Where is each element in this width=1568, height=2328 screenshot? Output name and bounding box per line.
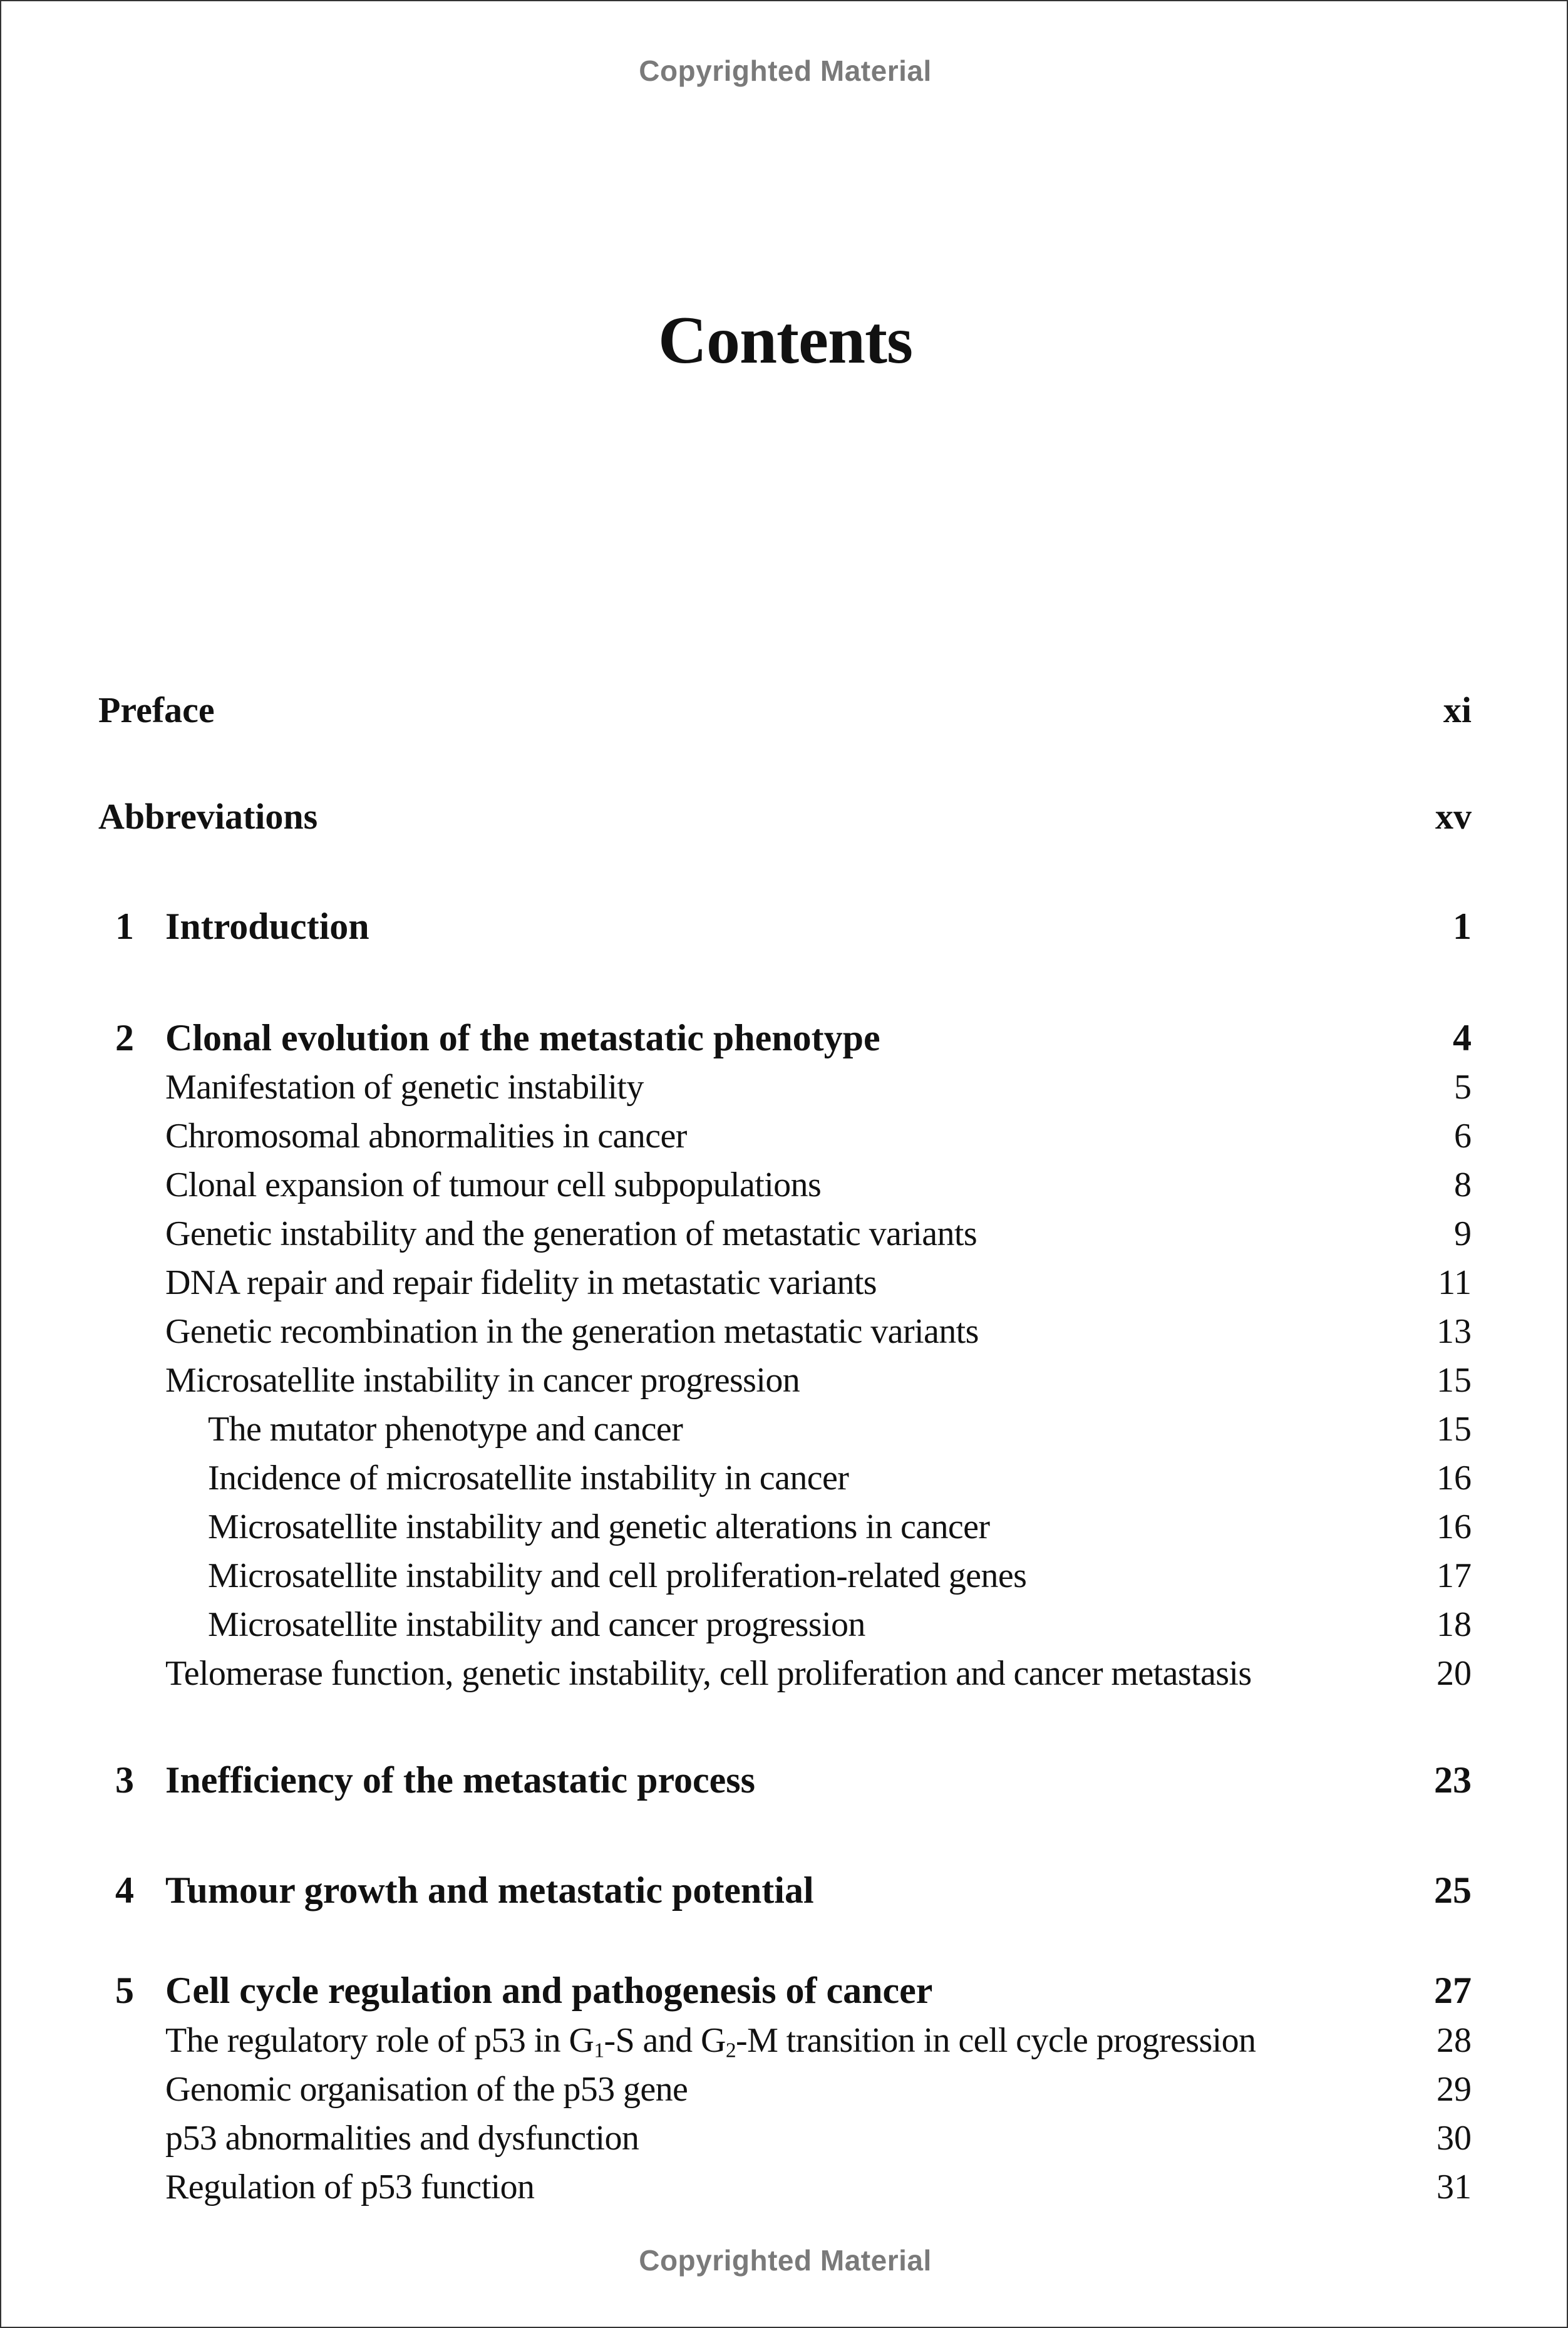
watermark-top: Copyrighted Material xyxy=(639,54,932,87)
section-page: 15 xyxy=(1436,1361,1472,1400)
chapter-title: Clonal evolution of the metastatic phenotype xyxy=(165,1017,880,1058)
toc-entry-preface[interactable] xyxy=(1,689,1568,733)
toc-section[interactable] xyxy=(1,1653,1568,1697)
subscript-1: 1 xyxy=(594,2039,604,2062)
chapter-page: 27 xyxy=(1434,1970,1472,2011)
section-title xyxy=(165,2020,1256,2061)
section-page: 9 xyxy=(1454,1214,1472,1253)
subsection-title: Incidence of microsatellite instability in cancer xyxy=(208,1459,849,1498)
toc-chapter-5[interactable] xyxy=(1,1969,1568,2013)
section-title: Genetic instability and the generation of metastatic variants xyxy=(165,1214,977,1253)
toc-chapter-4[interactable] xyxy=(1,1869,1568,1913)
watermark-bottom: Copyrighted Material xyxy=(639,2244,932,2277)
section-title: Regulation of p53 function xyxy=(165,2168,535,2206)
subsection-page: 18 xyxy=(1436,1605,1472,1644)
subsection-title: Microsatellite instability and genetic alterations in cancer xyxy=(208,1508,990,1546)
section-page: 13 xyxy=(1436,1312,1472,1351)
subsection-page: 16 xyxy=(1436,1508,1472,1546)
section-title: Genomic organisation of the p53 gene xyxy=(165,2070,688,2109)
toc-entry-label: Abbreviations xyxy=(98,796,318,837)
toc-section[interactable] xyxy=(1,1165,1568,1209)
section-title: Telomerase function, genetic instability, cell proliferation and cancer metastasis xyxy=(165,1654,1252,1693)
toc-subsection[interactable] xyxy=(1,1507,1568,1551)
section-page: 8 xyxy=(1454,1166,1472,1204)
section-title-part: -M transition in cell cycle progression xyxy=(736,2021,1256,2060)
page-title: Contents xyxy=(658,303,913,378)
chapter-title: Inefficiency of the metastatic process xyxy=(165,1759,755,1801)
subsection-page: 16 xyxy=(1436,1459,1472,1498)
chapter-page: 1 xyxy=(1453,906,1472,947)
chapter-page: 4 xyxy=(1453,1017,1472,1058)
toc-subsection[interactable] xyxy=(1,1409,1568,1453)
toc-entry-page: xi xyxy=(1443,690,1472,730)
toc-entry-abbreviations[interactable] xyxy=(1,795,1568,839)
section-page: 31 xyxy=(1436,2168,1472,2206)
toc-entry-label: Preface xyxy=(98,690,215,730)
toc-section[interactable] xyxy=(1,2069,1568,2113)
toc-subsection[interactable] xyxy=(1,1605,1568,1648)
toc-chapter-1[interactable] xyxy=(1,905,1568,949)
toc-section[interactable] xyxy=(1,1067,1568,1111)
toc-section[interactable] xyxy=(1,1311,1568,1355)
section-title: Clonal expansion of tumour cell subpopulations xyxy=(165,1166,822,1204)
toc-subsection[interactable] xyxy=(1,1556,1568,1600)
section-title: Manifestation of genetic instability xyxy=(165,1068,644,1107)
toc-section[interactable] xyxy=(1,1360,1568,1404)
section-page: 11 xyxy=(1438,1263,1472,1302)
section-title: Microsatellite instability in cancer progression xyxy=(165,1361,800,1400)
subsection-title: Microsatellite instability and cancer progression xyxy=(208,1605,865,1644)
section-title-part: -S and G xyxy=(604,2021,726,2060)
section-page: 28 xyxy=(1436,2021,1472,2060)
subsection-page: 17 xyxy=(1436,1556,1472,1595)
subsection-page: 15 xyxy=(1436,1410,1472,1449)
chapter-title: Tumour growth and metastatic potential xyxy=(165,1870,814,1911)
chapter-number: 5 xyxy=(115,1970,134,2011)
subsection-title: The mutator phenotype and cancer xyxy=(208,1410,683,1449)
toc-section[interactable] xyxy=(1,2118,1568,2162)
chapter-page: 23 xyxy=(1434,1759,1472,1801)
toc-section[interactable] xyxy=(1,1214,1568,1258)
toc-subsection[interactable] xyxy=(1,1458,1568,1502)
chapter-title: Introduction xyxy=(165,906,369,947)
toc-chapter-2[interactable] xyxy=(1,1017,1568,1060)
toc-section[interactable] xyxy=(1,1116,1568,1160)
chapter-number: 2 xyxy=(115,1017,134,1058)
subscript-2: 2 xyxy=(725,2039,736,2062)
section-page: 30 xyxy=(1436,2119,1472,2158)
section-title: p53 abnormalities and dysfunction xyxy=(165,2119,639,2158)
toc-section[interactable] xyxy=(1,1263,1568,1306)
toc-section[interactable] xyxy=(1,2167,1568,2211)
chapter-number: 1 xyxy=(115,906,134,947)
toc-entry-page: xv xyxy=(1435,796,1472,837)
section-page: 20 xyxy=(1436,1654,1472,1693)
section-page: 6 xyxy=(1454,1117,1472,1156)
section-page: 29 xyxy=(1436,2070,1472,2109)
toc-section[interactable] xyxy=(1,2020,1568,2064)
chapter-number: 4 xyxy=(115,1870,134,1911)
chapter-page: 25 xyxy=(1434,1870,1472,1911)
toc-chapter-3[interactable] xyxy=(1,1759,1568,1803)
section-title: DNA repair and repair fidelity in metastatic variants xyxy=(165,1263,877,1302)
section-title-part: The regulatory role of p53 in G xyxy=(165,2021,594,2060)
section-title: Chromosomal abnormalities in cancer xyxy=(165,1117,687,1156)
chapter-number: 3 xyxy=(115,1759,134,1801)
subsection-title: Microsatellite instability and cell proliferation-related genes xyxy=(208,1556,1027,1595)
chapter-title: Cell cycle regulation and pathogenesis of cancer xyxy=(165,1970,933,2011)
section-title: Genetic recombination in the generation metastatic variants xyxy=(165,1312,979,1351)
section-page: 5 xyxy=(1454,1068,1472,1107)
